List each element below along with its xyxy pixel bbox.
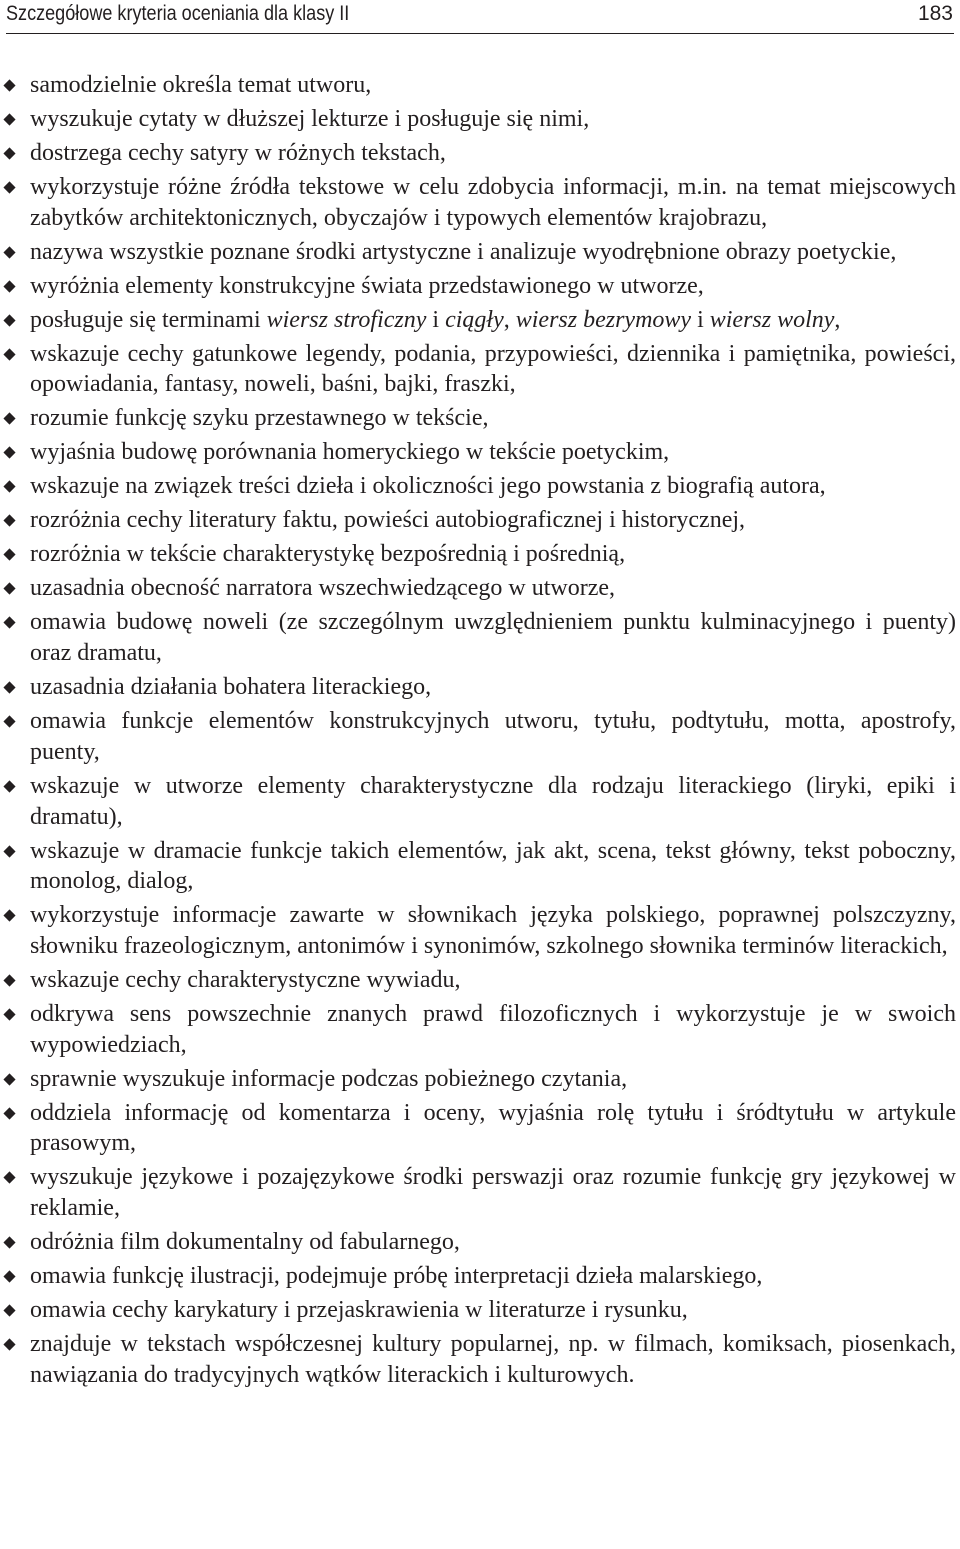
running-title: Szczegółowe kryteria oceniania dla klasy II [6, 2, 350, 25]
page-header [6, 0, 954, 34]
term-italic: wiersz stroficzny [266, 306, 427, 333]
criteria-item: znajduje w tekstach współczesnej kultury popularnej, np. w filmach, komiksach, piosenkach, nawiązania do tradycyjnych wątków literackich i kulturowych. [30, 1329, 956, 1390]
page-number: 183 [917, 2, 953, 25]
criteria-item: rozróżnia w tekście charakterystykę bezpośrednią i pośrednią, [30, 539, 956, 570]
criteria-item: rozumie funkcję szyku przestawnego w tekście, [30, 403, 956, 434]
criteria-item: omawia cechy karykatury i przejaskrawienia w literaturze i rysunku, [30, 1295, 956, 1326]
criteria-item: odróżnia film dokumentalny od fabularnego, [30, 1227, 956, 1258]
criteria-item: wyszukuje językowe i pozajęzykowe środki perswazji oraz rozumie funkcję gry językowej w reklamie, [30, 1162, 956, 1223]
criteria-item: omawia funkcję ilustracji, podejmuje próbę interpretacji dzieła malarskiego, [30, 1261, 956, 1292]
criteria-item: uzasadnia działania bohatera literackiego, [30, 672, 956, 703]
criteria-item: nazywa wszystkie poznane środki artystyczne i analizuje wyodrębnione obrazy poetyckie, [30, 237, 956, 268]
criteria-list [30, 70, 956, 1394]
criteria-item-terms [30, 305, 956, 336]
text-segment: , [834, 306, 841, 333]
criteria-item: uzasadnia obecność narratora wszechwiedzącego w utworze, [30, 573, 956, 604]
criteria-item: oddziela informację od komentarza i oceny, wyjaśnia rolę tytułu i śródtytułu w artykule prasowym, [30, 1098, 956, 1159]
term-italic: wiersz bezrymowy [515, 306, 692, 333]
term-italic: ciągły [445, 306, 504, 333]
criteria-item: wyjaśnia budowę porównania homeryckiego w tekście poetyckim, [30, 437, 956, 468]
criteria-item: omawia funkcje elementów konstrukcyjnych utworu, tytułu, podtytułu, motta, apostrofy, puenty, [30, 706, 956, 767]
criteria-item: odkrywa sens powszechnie znanych prawd filozoficznych i wykorzystuje je w swoich wypowiedziach, [30, 999, 956, 1060]
criteria-item: samodzielnie określa temat utworu, [30, 70, 956, 101]
criteria-item: rozróżnia cechy literatury faktu, powieści autobiograficznej i historycznej, [30, 505, 956, 536]
criteria-item: wskazuje w utworze elementy charakterystyczne dla rodzaju literackiego (liryki, epiki i dramatu), [30, 771, 956, 832]
criteria-item: wskazuje cechy charakterystyczne wywiadu, [30, 965, 956, 996]
criteria-item: wskazuje w dramacie funkcje takich elementów, jak akt, scena, tekst główny, tekst poboczny, monolog, dialog, [30, 836, 956, 897]
criteria-item: dostrzega cechy satyry w różnych tekstach, [30, 138, 956, 169]
criteria-item: wskazuje cechy gatunkowe legendy, podania, przypowieści, dziennika i pamiętnika, powieści, opowiadania, fantasy, noweli, baśni, bajki, fraszki, [30, 339, 956, 400]
criteria-item: wykorzystuje różne źródła tekstowe w celu zdobycia informacji, m.in. na temat miejscowych zabytków architektonicznych, obyczajów i typowych elementów krajobrazu, [30, 172, 956, 233]
criteria-item: wykorzystuje informacje zawarte w słownikach języka polskiego, poprawnej polszczyzny, słowniku frazeologicznym, antonimów i synonimów, szkolnego słownika terminów literackich, [30, 900, 956, 961]
criteria-item: wyróżnia elementy konstrukcyjne świata przedstawionego w utworze, [30, 271, 956, 302]
criteria-item: omawia budowę noweli (ze szczególnym uwzględnieniem punktu kulminacyjnego i puenty) oraz dramatu, [30, 607, 956, 668]
text-segment: , [503, 306, 516, 333]
text-segment: posługuje się terminami [30, 306, 267, 333]
criteria-item: wskazuje na związek treści dzieła i okoliczności jego powstania z biografią autora, [30, 471, 956, 502]
criteria-item: sprawnie wyszukuje informacje podczas pobieżnego czytania, [30, 1064, 956, 1095]
text-segment: i [691, 306, 710, 333]
text-segment: i [426, 306, 446, 333]
term-italic: wiersz wolny [709, 306, 835, 333]
criteria-item: wyszukuje cytaty w dłuższej lekturze i posługuje się nimi, [30, 104, 956, 135]
